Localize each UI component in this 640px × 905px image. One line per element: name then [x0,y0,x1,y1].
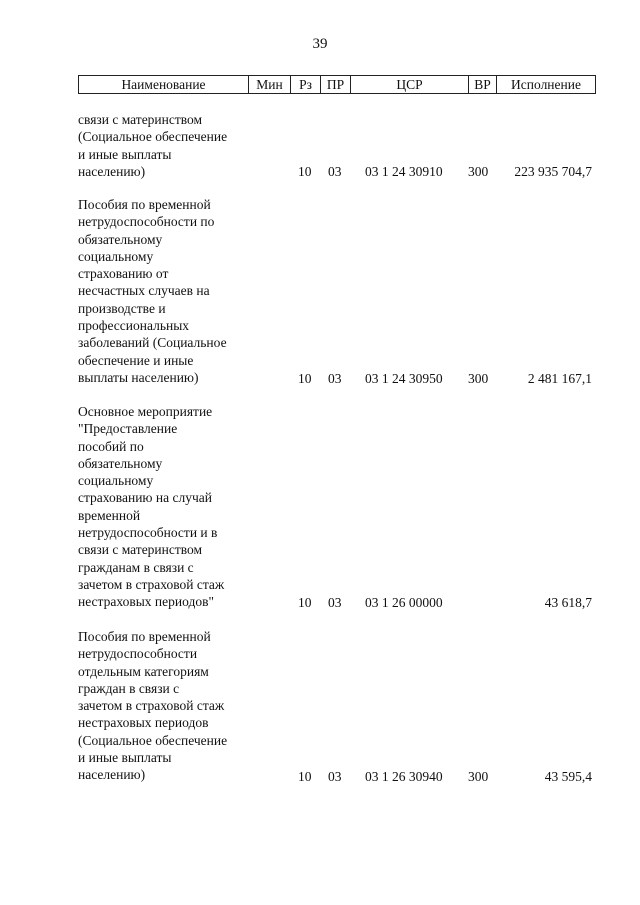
row-isp: 43 618,7 [544,594,592,610]
row-csr: 03 1 24 30910 [365,163,443,179]
table-row [78,628,594,785]
row-rz: 10 [298,370,312,386]
row-isp: 2 481 167,1 [527,370,592,386]
row-name: Основное мероприятие "Предоставление пособий по обязательному социальному страхованию на случай временной нетрудоспособности и в связи с материнством гражданам в связи с зачетом в страховой стаж нестраховых периодов" [78,404,225,610]
row-pr: 03 [328,163,342,179]
page-number: 39 [312,36,328,52]
row-csr: 03 1 26 00000 [365,594,443,610]
row-name: Пособия по временной нетрудоспособности по обязательному социальному страхованию от несчастных случаев на производстве и профессиональных заболеваний (Социальное обеспечение и иные выплаты населению) [78,197,227,385]
row-csr: 03 1 24 30950 [365,370,443,386]
header-rz: Рз [291,76,321,93]
row-name: Пособия по временной нетрудоспособности отдельным категориям граждан в связи с зачетом в страховой стаж нестраховых периодов (Социальное обеспечение и иные выплаты населению) [78,629,228,783]
row-rz: 10 [298,163,312,179]
row-pr: 03 [328,594,342,610]
row-pr: 03 [328,370,342,386]
row-isp: 43 595,4 [544,768,592,784]
header-isp: Исполнение [511,77,581,92]
table-row [78,111,594,180]
header-min: Мин [249,76,291,93]
row-isp: 223 935 704,7 [514,163,592,179]
header-csr: ЦСР [351,76,469,93]
header-vr: ВР [469,76,497,93]
table-row [78,403,594,611]
row-vr: 300 [468,370,489,386]
row-vr: 300 [468,163,489,179]
row-rz: 10 [298,594,312,610]
row-rz: 10 [298,768,312,784]
header-name: Наименование [79,76,249,93]
table-row [78,196,594,387]
table-header [78,75,596,94]
header-pr: ПР [321,76,351,93]
row-pr: 03 [328,768,342,784]
row-name: связи с материнством (Социальное обеспечение и иные выплаты населению) [78,112,228,179]
row-csr: 03 1 26 30940 [365,768,443,784]
row-vr: 300 [468,768,489,784]
